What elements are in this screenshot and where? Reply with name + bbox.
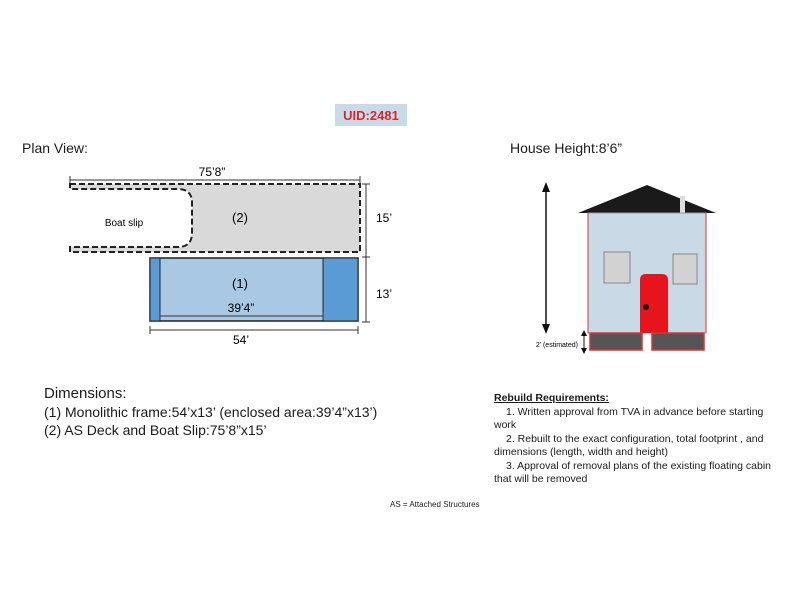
footnote: AS = Attached Structures xyxy=(390,500,480,509)
deck-label: (2) xyxy=(232,210,248,225)
rebuild-requirement-3: 3. Approval of removal plans of the existing floating cabin that will be removed xyxy=(494,459,771,485)
rebuild-requirements xyxy=(494,392,784,487)
plan-view-title: Plan View: xyxy=(22,140,88,156)
door-knob xyxy=(643,304,649,310)
frame-right-end xyxy=(323,258,358,321)
dimension-item-2: (2) AS Deck and Boat Slip:75’8”x15’ xyxy=(44,422,267,438)
depth-deck-label: 15’ xyxy=(376,211,393,225)
dimension-item-1: (1) Monolithic frame:54’x13’ (enclosed area:39’4”x13’) xyxy=(44,404,378,420)
float-left xyxy=(590,333,642,350)
boat-slip-label: Boat slip xyxy=(104,218,144,229)
house-height-title: House Height:8’6” xyxy=(510,140,623,156)
house-window-left xyxy=(604,252,630,283)
house-door xyxy=(640,274,668,333)
width-top-label: 75’8” xyxy=(198,165,226,179)
frame-width-label: 54’ xyxy=(232,333,250,347)
frame-left-end xyxy=(150,258,160,321)
house-window-right xyxy=(673,254,697,284)
float-height-label: 2’ (estimated) xyxy=(535,342,578,349)
float-right xyxy=(652,333,704,350)
enclosed-width-label: 39’4” xyxy=(227,301,255,315)
dimensions-heading: Dimensions: xyxy=(44,385,127,402)
rebuild-requirement-2: 2. Rebuilt to the exact configuration, total footprint , and dimensions (length, width and height) xyxy=(494,432,764,458)
rebuild-requirements-title: Rebuild Requirements: xyxy=(494,392,609,404)
house-roof xyxy=(578,185,716,213)
uid-badge: UID:2481 xyxy=(335,104,407,126)
rebuild-requirement-1: 1. Written approval from TVA in advance before starting work xyxy=(494,405,764,431)
frame-label: (1) xyxy=(232,276,248,291)
depth-frame-label: 13’ xyxy=(376,287,393,301)
